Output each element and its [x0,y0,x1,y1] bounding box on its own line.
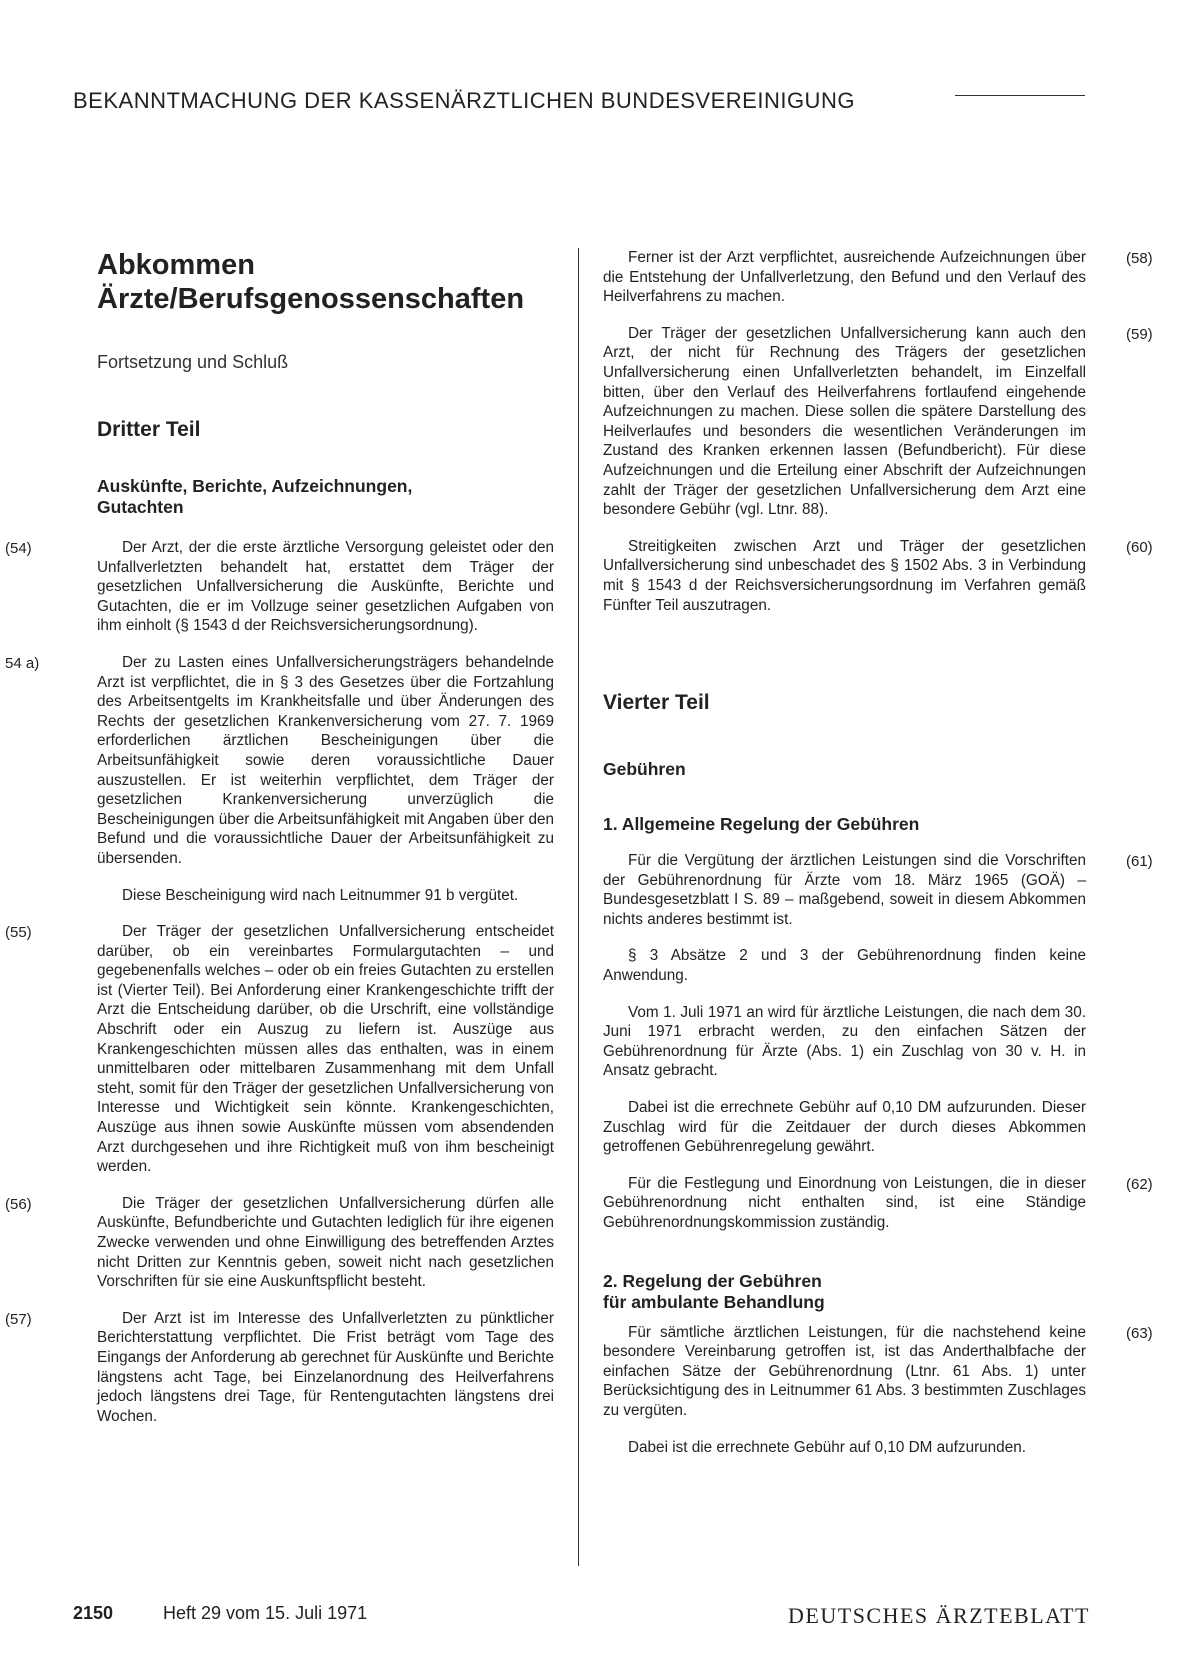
part-heading-vierter-teil: Vierter Teil [603,691,710,715]
paragraph-56 [5,1194,554,1292]
paragraph-text: Dabei ist die errechnete Gebühr auf 0,10 DM aufzurunden. Dieser Zuschlag wird für die Zeitdauer der durch dieses Abkommen getroffenen Gebührenregelung gewährt. [603,1099,1086,1156]
subsection-heading-allgemeine-regelung: 1. Allgemeine Regelung der Gebühren [603,814,920,835]
footer-page-number: 2150 [73,1603,114,1623]
paragraph-text: Für die Vergütung der ärztlichen Leistungen sind die Vorschriften der Gebührenordnung für Ärzte vom 18. März 1965 (GOÄ) – Bundesgesetzblatt I S. 89 – maßgebend, soweit in diesem Abkommen nichts anderes bestimmt ist. [603,852,1086,928]
paragraph-61 [603,851,1153,1157]
paragraph-54 [5,538,554,636]
paragraph-63 [603,1323,1153,1458]
document-title [97,248,554,316]
footer-journal-name: DEUTSCHES ÄRZTEBLATT [788,1603,1090,1628]
paragraph-marker: (56) [5,1195,32,1213]
right-column [603,248,1153,1457]
section-heading-auskuenfte [97,476,554,518]
document-subtitle: Fortsetzung und Schluß [97,352,289,372]
part-heading-dritter-teil: Dritter Teil [97,418,201,441]
header-rule [955,95,1085,96]
paragraph-marker: (55) [5,924,32,942]
paragraph-text: Für sämtliche ärztlichen Leistungen, für die nachstehend keine besondere Vereinbarung getroffen ist, ist das Anderthalbfache der einfachen Sätze der Gebührenordnung (Ltnr. 61 Abs. 1) unter Berücksichtigung des in Leitnummer 61 Abs. 3 bestimmten Zuschlages zu vergüten. [603,1323,1086,1419]
left-column [5,248,554,1426]
paragraph-marker: (59) [1126,325,1153,343]
paragraph-text: Der Arzt, der die erste ärztliche Versorgung geleistet oder den Unfallverletzten behandelt hat, erstattet dem Träger der gesetzlichen Unfallversicherung die Auskünfte, Berichte und Gutachten, die er im Vollzuge seiner gesetzlichen Aufgaben von ihm einholt (§ 1543 d der Reichsversicherungsordnung). [97,539,554,635]
document-title-line2: Ärzte/Berufsgenossenschaften [97,283,525,315]
section-heading-gebuehren: Gebühren [603,759,686,780]
paragraph-marker: 54 a) [5,654,40,672]
subsection-heading-line2: für ambulante Behandlung [603,1291,825,1312]
section-heading-line2: Gutachten [97,497,184,517]
paragraph-marker: (60) [1126,538,1153,556]
paragraph-text: Der Träger der gesetzlichen Unfallversicherung entscheidet darüber, ob ein vereinbartes Formulargutachten – und gegebenenfalls welches – oder ob ein freies Gutachten zu erstellen ist (Vierter Teil). Bei Anforderung einer Krankengeschichte trifft der Arzt die Entscheidung darüber, ob die Urschrift, eine vollständige Abschrift oder ein Auszug zu liefern ist. Auszüge aus Krankengeschichten müssen alles das enthalten, was in einem unmittelbaren oder mittelbaren Zusammenhang mit dem Unfall steht, somit für den Träger der gesetzlichen Unfallversicherung von Interesse und Wichtigkeit sein könnte. Krankengeschichten, Auszüge aus ihnen sowie Auskünfte müssen vom absendenden Arzt durchgesehen und ihre Richtigkeit muß von ihm bescheinigt werden. [97,923,554,1176]
paragraph-62 [603,1174,1153,1233]
footer-issue-info: Heft 29 vom 15. Juli 1971 [163,1603,368,1623]
paragraph-marker: (61) [1126,853,1153,871]
paragraph-59 [603,324,1153,520]
paragraph-text: Diese Bescheinigung wird nach Leitnummer 91 b vergütet. [122,886,519,904]
paragraph-text: Der zu Lasten eines Unfallversicherungsträgers behandelnde Arzt ist verpflichtet, die in § 3 des Gesetzes über die Fortzahlung des Arbeitsentgelts im Krankheitsfalle und über Änderungen des Rechts der gesetzlichen Krankenversicherung vom 27. 7. 1969 erforderlichen ärztlichen Bescheinigungen über die Arbeitsunfähigkeit sowie deren voraussichtliche Dauer auszustellen. Er ist weiterhin verpflichtet, dem Träger der gesetzlichen Krankenversicherung unverzüglich die Bescheinigungen über die Arbeitsunfähigkeit mit Angaben über den Befund und die voraussichtliche Dauer der Arbeitsunfähigkeit zu übersenden. [97,653,554,867]
paragraph-marker: (62) [1126,1175,1153,1193]
paragraph-text: Die Träger der gesetzlichen Unfallversicherung dürfen alle Auskünfte, Befundberichte und Gutachten lediglich für ihre eigenen Zwecke verwenden und ohne Einwilligung des betreffenden Arztes nicht Dritten zur Kenntnis geben, soweit nicht nach gesetzlichen Vorschriften für sie eine Auskunftspflicht besteht. [97,1194,554,1291]
paragraph-text: Für die Festlegung und Einordnung von Leistungen, die in dieser Gebührenordnung nicht enthalten sind, ist eine Ständige Gebührenordnungskommission zuständig. [603,1174,1086,1231]
paragraph-text: Streitigkeiten zwischen Arzt und Träger der gesetzlichen Unfallversicherung sind unbeschadet des § 1502 Abs. 3 in Verbindung mit § 1543 d der Reichsversicherungsordnung im Verfahren gemäß Fünfter Teil auszutragen. [603,537,1086,614]
column-divider [578,248,579,1566]
document-title-line1: Abkommen [97,249,255,281]
paragraph-text: Ferner ist der Arzt verpflichtet, ausreichende Aufzeichnungen über die Entstehung der Unfallverletzung, den Befund und den Verlauf des Heilverfahrens zu machen. [603,249,1086,306]
paragraph-60 [603,537,1153,615]
subsection-heading-ambulante-behandlung [603,1271,1086,1313]
paragraph-text: Vom 1. Juli 1971 an wird für ärztliche Leistungen, die nach dem 30. Juni 1971 erbracht werden, zu den einfachen Sätzen der Gebührenordnung für Ärzte (Abs. 1) ein Zuschlag von 30 v. H. in Ansatz gebracht. [603,1003,1086,1080]
paragraph-marker: (54) [5,540,32,557]
paragraph-text: Der Träger der gesetzlichen Unfallversicherung kann auch den Arzt, der nicht für Rechnung des Trägers der gesetzlichen Unfallversicherung einen Unfallverletzten behandelt, im Einzelfall bitten, über den Verlauf des Heilverfahrens fortlaufend eingehende Aufzeichnungen zu machen. Diese sollen die spätere Darstellung des Heilverlaufes und besonders die wesentlichen Veränderungen im Zustand des Kranken erkennen lassen (Befundbericht). Für diese Aufzeichnungen und die Erteilung einer Abschrift der Aufzeichnungen zahlt der Träger der gesetzlichen Unfallversicherung dem Arzt eine besondere Gebühr (vgl. Ltnr. 88). [603,324,1086,519]
paragraph-marker: (57) [5,1310,32,1328]
section-heading-line1: Auskünfte, Berichte, Aufzeichnungen, [97,476,413,496]
subsection-heading-line1: 2. Regelung der Gebühren [603,1270,822,1291]
paragraph-marker: (58) [1126,250,1153,267]
paragraph-text: Dabei ist die errechnete Gebühr auf 0,10 DM aufzurunden. [628,1438,1026,1456]
paragraph-marker: (63) [1126,1324,1153,1342]
paragraph-55 [5,922,554,1177]
paragraph-58 [603,248,1153,307]
paragraph-54a [5,653,554,905]
paragraph-text: § 3 Absätze 2 und 3 der Gebührenordnung finden keine Anwendung. [603,947,1086,985]
paragraph-text: Der Arzt ist im Interesse des Unfallverletzten zu pünktlicher Berichterstattung verpflichtet. Die Frist beträgt vom Tage des Eingangs der Anforderung ab gerechnet für Auskünfte und Berichte längstens acht Tage, bei Einzelanordnung des Heilverfahrens jedoch längstens drei Tage, für Rentengutachten längstens drei Wochen. [97,1309,554,1425]
page-header-title: BEKANNTMACHUNG DER KASSENÄRZTLICHEN BUNDESVEREINIGUNG [73,88,855,113]
paragraph-57 [5,1309,554,1427]
